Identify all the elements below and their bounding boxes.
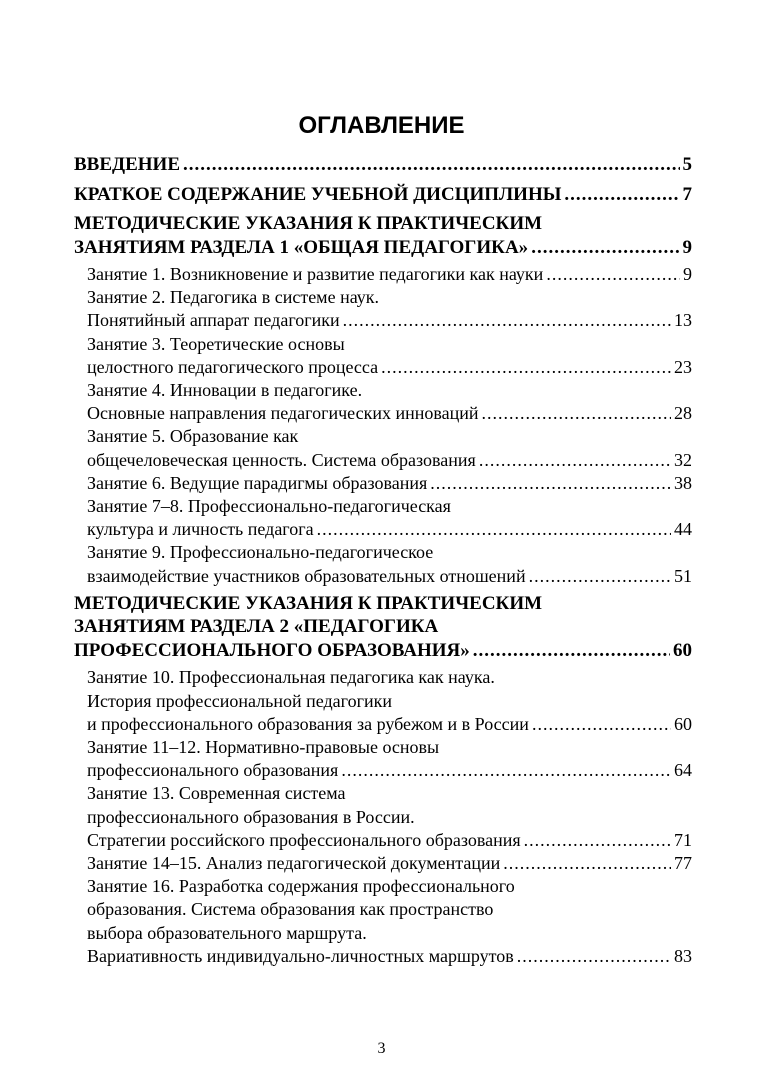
toc-lesson-entry[interactable]: [74, 379, 692, 425]
toc-entry-last-line: [74, 183, 692, 207]
dot-leader: [564, 183, 679, 207]
toc-page-number: 44: [674, 519, 692, 540]
toc-entry-text: Занятие 4. Инновации в педагогике.: [87, 380, 363, 401]
toc-entry-text: КРАТКОЕ СОДЕРЖАНИЕ УЧЕБНОЙ ДИСЦИПЛИНЫ: [74, 183, 562, 205]
toc-entry-text: культура и личность педагога: [87, 519, 314, 540]
toc-page-number: 38: [674, 472, 692, 493]
toc-page-number: 5: [682, 154, 692, 175]
toc-entry-text: Занятие 13. Современная система: [87, 783, 346, 804]
toc-page-number: 13: [674, 310, 692, 331]
toc-entry-text: ПРОФЕССИОНАЛЬНОГО ОБРАЗОВАНИЯ»: [74, 639, 470, 661]
toc-lesson-entry[interactable]: [74, 666, 692, 736]
toc-page-number: 83: [674, 945, 692, 966]
toc-entry-text: Занятие 16. Разработка содержания профессионального: [87, 876, 515, 897]
toc-entry-text: общечеловеческая ценность. Система образования: [87, 449, 476, 470]
dot-leader: [546, 263, 680, 286]
toc-entry-text: целостного педагогического процесса: [87, 356, 379, 377]
toc-lesson-entry[interactable]: [74, 333, 692, 379]
toc-lesson-entry[interactable]: [74, 472, 692, 495]
toc-entry-text: ЗАНЯТИЯМ РАЗДЕЛА 2 «ПЕДАГОГИКА: [74, 616, 439, 638]
toc-entry-text: МЕТОДИЧЕСКИЕ УКАЗАНИЯ К ПРАКТИЧЕСКИМ: [74, 592, 543, 614]
toc-entry-text: Занятие 9. Профессионально-педагогическое: [87, 542, 434, 563]
toc-lesson-entry[interactable]: [74, 782, 692, 852]
dot-leader: [503, 852, 671, 875]
toc-entry-text: Стратегии российского профессионального образования: [87, 829, 521, 850]
dot-leader: [531, 236, 679, 260]
toc-page-number: 51: [674, 565, 692, 586]
toc-entry-text: Занятие 7–8. Профессионально-педагогическая: [87, 496, 451, 517]
toc-lesson-entry[interactable]: [74, 875, 692, 968]
dot-leader: [317, 518, 671, 541]
toc-entry-text: Занятие 3. Теоретические основы: [87, 333, 345, 354]
toc-page-number: 60: [674, 713, 692, 734]
toc-entry-text: Занятие 2. Педагогика в системе наук.: [87, 287, 380, 308]
toc-page-number: 9: [683, 264, 692, 284]
toc-lesson-entry[interactable]: [74, 495, 692, 541]
toc-entry-text: ВВЕДЕНИЕ: [74, 154, 180, 175]
toc-entry-text: выбора образовательного маршрута.: [87, 922, 367, 943]
toc-entry-text: История профессиональной педагогики: [87, 690, 392, 711]
table-of-contents: [74, 153, 692, 968]
toc-section-entry[interactable]: [74, 183, 692, 207]
page-title: ОГЛАВЛЕНИЕ: [298, 112, 465, 139]
toc-entry-text: профессионального образования: [87, 760, 339, 781]
toc-entry-last-line: [87, 518, 692, 541]
toc-entry-last-line: [87, 402, 692, 425]
dot-leader: [529, 565, 671, 588]
toc-page-number: 9: [682, 236, 692, 258]
dot-leader: [473, 639, 670, 663]
toc-page-number: 64: [674, 760, 692, 781]
dot-leader: [517, 945, 671, 968]
toc-lesson-entry[interactable]: [74, 286, 692, 332]
toc-page-number: 7: [682, 183, 692, 205]
toc-entry-text: Основные направления педагогических инноваций: [87, 403, 479, 424]
dot-leader: [524, 829, 671, 852]
toc-entry-last-line: [74, 639, 692, 663]
dot-leader: [381, 356, 671, 379]
toc-entry-text: Занятие 5. Образование как: [87, 426, 299, 447]
dot-leader: [343, 309, 671, 332]
toc-entry-text: Занятие 14–15. Анализ педагогической документации: [87, 852, 501, 873]
toc-section-entry[interactable]: [74, 153, 692, 177]
toc-page-number: 60: [673, 639, 692, 661]
toc-entry-text: Занятие 11–12. Нормативно-правовые основы: [87, 736, 440, 757]
toc-lesson-entry[interactable]: [74, 425, 692, 471]
toc-page-number: 28: [674, 403, 692, 424]
toc-entry-text: Занятие 6. Ведущие парадигмы образования: [87, 472, 428, 493]
toc-entry-last-line: [74, 236, 692, 260]
toc-entry-last-line: [87, 829, 692, 852]
dot-leader: [532, 713, 671, 736]
dot-leader: [482, 402, 671, 425]
toc-entry-text: Занятие 10. Профессиональная педагогика как наука.: [87, 667, 495, 688]
toc-entry-last-line: [87, 472, 692, 495]
toc-entry-last-line: [87, 449, 692, 472]
dot-leader: [183, 153, 680, 177]
toc-entry-last-line: [87, 263, 692, 286]
toc-entry-last-line: [87, 356, 692, 379]
toc-entry-text: образования. Система образования как пространство: [87, 899, 494, 920]
dot-leader: [430, 472, 671, 495]
toc-entry-last-line: [87, 945, 692, 968]
toc-lesson-entry[interactable]: [74, 736, 692, 782]
toc-entry-last-line: [87, 713, 692, 736]
toc-entry-last-line: [87, 759, 692, 782]
toc-entry-text: профессионального образования в России.: [87, 806, 415, 827]
toc-entry-last-line: [74, 153, 692, 177]
toc-lesson-entry[interactable]: [74, 852, 692, 875]
toc-entry-last-line: [87, 852, 692, 875]
toc-page-number: 71: [674, 829, 692, 850]
toc-page-number: 32: [674, 449, 692, 470]
toc-entry-last-line: [87, 565, 692, 588]
dot-leader: [341, 759, 671, 782]
toc-entry-text: взаимодействие участников образовательных отношений: [87, 565, 526, 586]
toc-entry-text: ЗАНЯТИЯМ РАЗДЕЛА 1 «ОБЩАЯ ПЕДАГОГИКА»: [74, 236, 529, 258]
toc-entry-text: и профессионального образования за рубежом и в России: [87, 713, 529, 734]
toc-entry-text: Понятийный аппарат педагогики: [87, 310, 340, 331]
toc-entry-text: Занятие 1. Возникновение и развитие педагогики как науки: [87, 264, 544, 284]
toc-section-entry[interactable]: [74, 592, 692, 663]
toc-entry-last-line: [87, 309, 692, 332]
toc-lesson-entry[interactable]: [74, 263, 692, 286]
page-number: 3: [377, 1040, 386, 1057]
toc-section-entry[interactable]: [74, 212, 692, 259]
toc-entry-text: МЕТОДИЧЕСКИЕ УКАЗАНИЯ К ПРАКТИЧЕСКИМ: [74, 213, 543, 234]
dot-leader: [479, 449, 671, 472]
toc-entry-text: Вариативность индивидуально-личностных маршрутов: [87, 945, 514, 966]
toc-page-number: 23: [674, 356, 692, 377]
toc-lesson-entry[interactable]: [74, 541, 692, 587]
toc-page-number: 77: [674, 852, 692, 873]
